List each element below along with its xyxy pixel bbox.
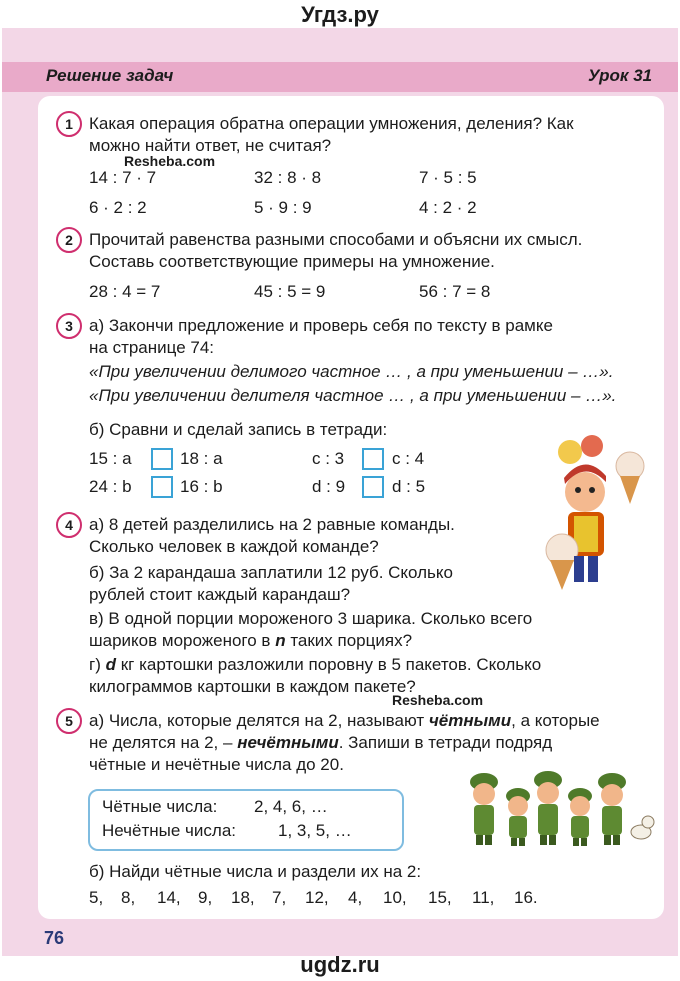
compare-left: 24 : b — [89, 477, 132, 496]
dog-figure — [631, 816, 654, 839]
task-number-badge: 4 — [56, 512, 82, 538]
number: 9, — [198, 888, 213, 907]
soldier-figure — [568, 788, 592, 846]
soldiers-illustration — [466, 768, 656, 848]
task4a-text-line: Сколько человек в каждой команде? — [89, 537, 379, 556]
boy-leg — [574, 556, 584, 582]
task2-text-line: Прочитай равенства разными способами и объясни их смысл. — [89, 230, 583, 249]
task4a-text-line: а) 8 детей разделились на 2 равные команды. — [89, 515, 455, 534]
task-number-badge: 1 — [56, 111, 82, 137]
boy-leg — [588, 556, 598, 582]
task-number-badge: 5 — [56, 708, 82, 734]
site-title-bottom: ugdz.ru — [300, 952, 380, 977]
number: 16. — [514, 888, 538, 907]
compare-box[interactable] — [151, 448, 173, 470]
task4g-text-line: килограммов картошки в каждом пакете? — [89, 677, 416, 696]
compare-left: d : 9 — [312, 477, 346, 496]
compare-right: 18 : a — [180, 449, 223, 468]
number: 10, — [383, 888, 407, 907]
compare-left: 15 : a — [89, 449, 132, 468]
task3b-text: б) Сравни и сделай запись в тетради: — [89, 420, 388, 439]
compare-box[interactable] — [362, 476, 384, 498]
task2-text-line: Составь соответствующие примеры на умножение. — [89, 252, 495, 271]
boy-eye — [575, 487, 581, 493]
number: 14, — [157, 888, 181, 907]
section-title: Решение задач — [46, 66, 174, 85]
odd-values: 1, 3, 5, … — [278, 821, 352, 840]
compare-right: d : 5 — [392, 477, 426, 496]
number: 12, — [305, 888, 329, 907]
expression: 32 : 8 · 8 — [254, 168, 322, 187]
task3a-text-line: а) Закончи предложение и проверь себя по тексту в рамке — [89, 316, 553, 335]
rule-quote: «При увеличении делимого частное … , а при уменьшении – …». — [89, 362, 614, 381]
equation: 28 : 4 = 7 — [89, 282, 161, 301]
even-label: Чётные числа: — [102, 797, 218, 816]
ice-cream-scoop — [558, 440, 582, 464]
boy-face — [565, 472, 605, 512]
odd-label: Нечётные числа: — [102, 821, 236, 840]
task4b-text-line: рублей стоит каждый карандаш? — [89, 585, 351, 604]
task1-text-line: можно найти ответ, не считая? — [89, 136, 332, 155]
equation: 45 : 5 = 9 — [254, 282, 326, 301]
soldier-figure — [598, 773, 626, 845]
boy-eye — [589, 487, 595, 493]
soldier-figure — [506, 788, 530, 846]
task-number-badge: 2 — [56, 227, 82, 253]
even-values: 2, 4, 6, … — [254, 797, 328, 816]
task5a-text-line: а) Числа, которые делятся на 2, называют чётными, а которые — [89, 711, 600, 730]
number: 11, — [472, 888, 495, 907]
task3a-text-line: на странице 74: — [89, 338, 215, 357]
ice-cream-scoop — [581, 435, 603, 457]
number: 15, — [428, 888, 452, 907]
task4b-text-line: б) За 2 карандаша заплатили 12 руб. Сколько — [89, 563, 453, 582]
lesson-title: Урок 31 — [588, 66, 653, 85]
task5a-text-line: чётные и нечётные числа до 20. — [89, 755, 344, 774]
expression: 5 · 9 : 9 — [254, 198, 312, 217]
site-title-top: Угдз.ру — [301, 2, 379, 27]
soldier-figure — [470, 773, 498, 845]
task4g-text-line: г) d кг картошки разложили поровну в 5 пакетов. Сколько — [89, 655, 542, 674]
watermark: Resheba.com — [124, 153, 216, 169]
expression: 7 · 5 : 5 — [419, 168, 477, 187]
task4v-text-line: в) В одной порции мороженого 3 шарика. Сколько всего — [89, 609, 533, 628]
compare-right: 16 : b — [180, 477, 223, 496]
number: 8, — [121, 888, 136, 907]
ice-cream-scoop — [616, 452, 644, 480]
task4v-text-line: шариков мороженого в n таких порциях? — [89, 631, 413, 650]
expression: 4 : 2 · 2 — [419, 198, 477, 217]
number: 7, — [272, 888, 287, 907]
task5a-text-line: не делятся на 2, – нечётными. Запиши в тетради подряд — [89, 733, 553, 752]
ice-cream-boy-illustration — [540, 432, 660, 592]
rule-quote: «При увеличении делителя частное … , а при уменьшении – …». — [89, 386, 617, 405]
compare-box[interactable] — [362, 448, 384, 470]
compare-box[interactable] — [151, 476, 173, 498]
task1-text-line: Какая операция обратна операции умножения, деления? Как — [89, 114, 574, 133]
ice-cream-cone — [620, 476, 640, 504]
number: 18, — [231, 888, 255, 907]
task-number-badge: 3 — [56, 313, 82, 339]
compare-left: c : 3 — [312, 449, 345, 468]
expression: 6 · 2 : 2 — [89, 198, 147, 217]
soldier-figure — [534, 771, 562, 845]
watermark: Resheba.com — [392, 692, 484, 708]
page-number: 76 — [44, 928, 65, 948]
ice-cream-cone — [550, 560, 574, 590]
number: 4, — [348, 888, 363, 907]
expression: 14 : 7 · 7 — [89, 168, 157, 187]
task5b-text: б) Найди чётные числа и раздели их на 2: — [89, 862, 422, 881]
number: 5, — [89, 888, 104, 907]
equation: 56 : 7 = 8 — [419, 282, 491, 301]
compare-right: c : 4 — [392, 449, 425, 468]
